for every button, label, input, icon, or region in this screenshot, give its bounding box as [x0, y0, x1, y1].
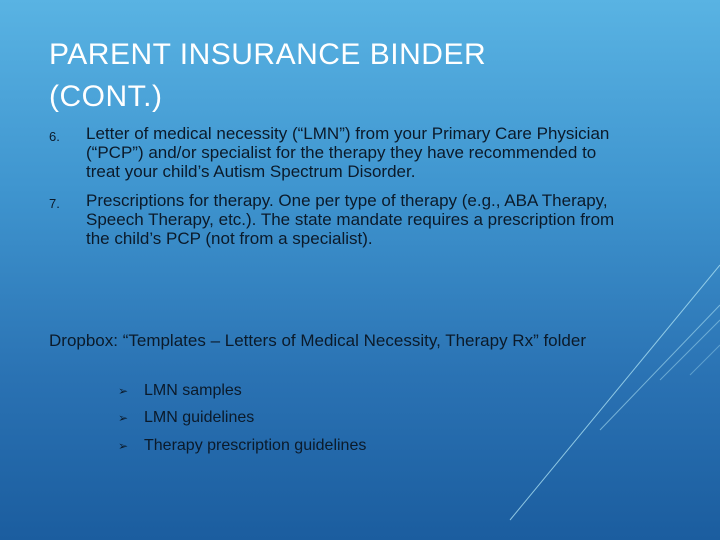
item-text: Prescriptions for therapy. One per type of therapy (e.g., ABA Therapy, Speech Therapy, etc.). The state mandate requires a prescription from the child’s PCP (not from a specialist). [86, 191, 615, 248]
list-item [49, 124, 629, 181]
circled-arrow-icon: ➢ [118, 410, 129, 425]
dropbox-note: Dropbox: “Templates – Letters of Medical Necessity, Therapy Rx” folder [49, 331, 586, 350]
item-text: Letter of medical necessity (“LMN”) from your Primary Care Physician (“PCP”) and/or specialist for the therapy they have recommended to treat your child’s Autism Spectrum Disorder. [86, 124, 610, 181]
page-title [49, 34, 609, 118]
bullet-item [118, 404, 366, 431]
circled-arrow-icon: ➢ [118, 383, 129, 398]
item-number: 7. [49, 196, 60, 211]
bullet-item [118, 377, 366, 404]
item-number: 6. [49, 129, 60, 144]
numbered-list [49, 124, 629, 258]
bullet-list [118, 377, 366, 459]
bullet-text: LMN samples [144, 381, 242, 399]
circled-arrow-icon: ➢ [118, 438, 129, 453]
bullet-text: LMN guidelines [144, 408, 255, 426]
title-line: PARENT INSURANCE BINDER [49, 38, 487, 71]
bullet-text: Therapy prescription guidelines [144, 436, 367, 454]
title-line: (CONT.) [49, 80, 163, 113]
list-item [49, 191, 629, 248]
bullet-item [118, 432, 366, 459]
